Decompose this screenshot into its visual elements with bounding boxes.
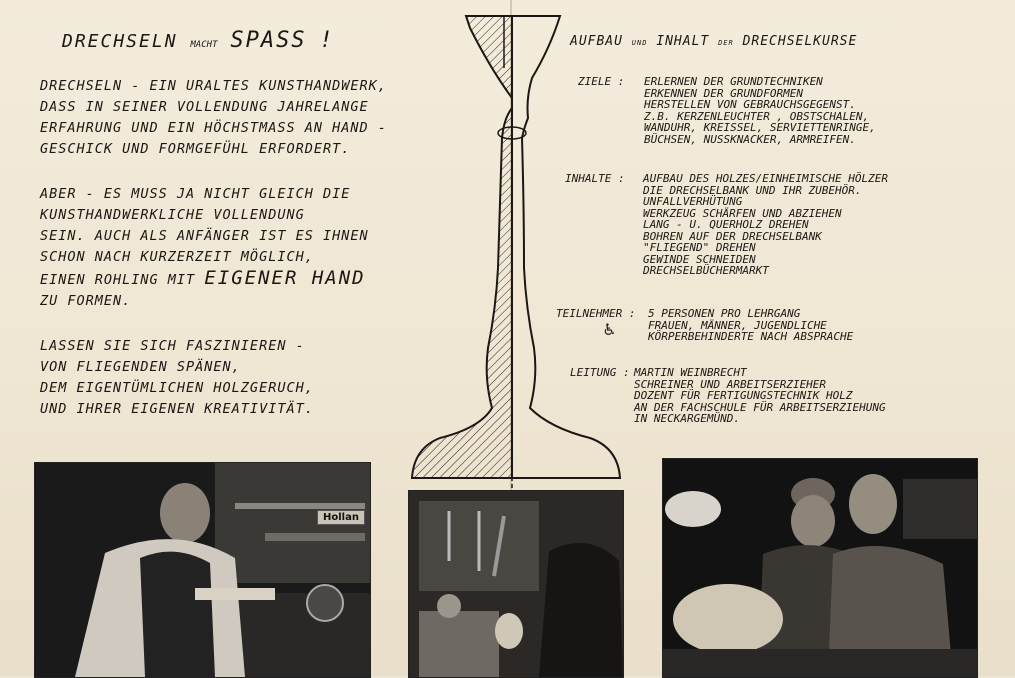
goals-list: ERLERNEN DER GRUNDTECHNIKEN ERKENNEN DER GRUNDFORMEN HERSTELLEN VON GEBRAUCHSGEGENST. Z.B. KERZENLEUCHTER , OBSTSCHALEN, WANDUHR, KREISSEL, SERVIETTENRINGE, BÜCHSEN, NUSSKNACKER, ARMREIFEN. (644, 75, 876, 146)
participants-list: 5 PERSONEN PRO LEHRGANG FRAUEN, MÄNNER, JUGENDLICHE KÖRPERBEHINDERTE NACH ABSPRACHE (648, 307, 854, 343)
beginner-paragraph: ABER - ES MUSS JA NICHT GLEICH DIE KUNSTHANDWERKLICHE VOLLENDUNG SEIN. AUCH ALS ANFÄNGER IST ES IHNEN SCHON NACH KURZERZEIT MÖGLICH, EINEN ROHLING MIT EIGENER HAND ZU FORMEN. (40, 186, 369, 309)
contents-list: AUFBAU DES HOLZES/EINHEIMISCHE HÖLZER DIE DRECHSELBANK UND IHR ZUBEHÖR. UNFALLVERHÜTUNG WERKZEUG SCHÄRFEN UND ABZIEHEN LANG - U. QUERHOLZ DREHEN BOHREN AUF DER DRECHSELBANK "FLIEGEND" DREHEN GEWINDE SCHNEIDEN DRECHSELBÜCHERMARKT (643, 172, 889, 277)
course-section-title: AUFBAU UND INHALT DER DRECHSELKURSE (570, 34, 858, 49)
lathe-brand-sign: Hollan (317, 510, 365, 525)
fascination-paragraph: LASSEN SIE SICH FASZINIEREN - VON FLIEGENDEN SPÄNEN, DEM EIGENTÜMLICHEN HOLZGERUCH, UND IHRER EIGENEN KREATIVITÄT. (40, 338, 314, 417)
participants-label: TEILNEHMER : (556, 307, 636, 320)
photo-workshop-tools (408, 490, 624, 678)
instructor-details: MARTIN WEINBRECHT SCHREINER UND ARBEITSERZIEHER DOZENT FÜR FERTIGUNGSTECHNIK HOLZ AN DER FACHSCHULE FÜR ARBEITSERZIEHUNG IN NECKARGEMÜND. (634, 366, 886, 425)
intro-paragraph: DRECHSELN - EIN URALTES KUNSTHANDWERK, DASS IN SEINER VOLLENDUNG JAHRELANGE ERFAHRUNG UND EIN HÖCHSTMASS AN HAND - GESCHICK UND FORMGEFÜHL ERFORDERT. (40, 78, 387, 157)
photo-man-at-lathe (34, 462, 371, 678)
photo-two-men-with-bowl (662, 458, 978, 678)
goals-label: ZIELE : (578, 75, 625, 88)
instructor-label: LEITUNG : (570, 366, 630, 379)
contents-label: INHALTE : (565, 172, 625, 185)
wheelchair-icon: ♿ (604, 319, 615, 340)
page-title: DRECHSELN MACHT SPASS ! (62, 28, 335, 53)
